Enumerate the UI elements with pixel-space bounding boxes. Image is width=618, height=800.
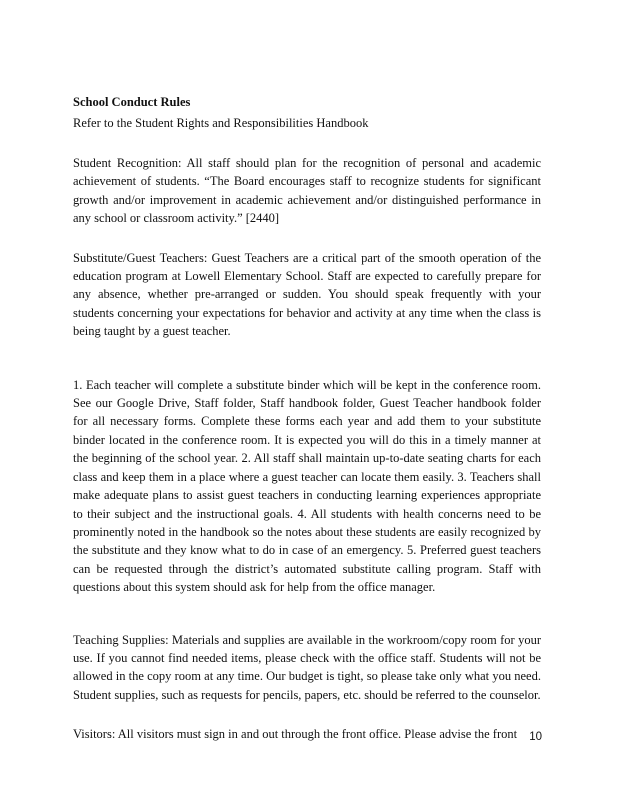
page-number: 10 bbox=[529, 731, 542, 743]
section-title: School Conduct Rules bbox=[73, 95, 191, 109]
paragraph-student-recognition: Student Recognition: All staff should plan for the recognition of personal and academic achievement of students. “The Board encourages staff to recognize students for significant growth and/or improvement in academic achievement and/or distinguished performance in any school or classroom activity.” [2440] bbox=[73, 156, 541, 226]
paragraph-substitute-teachers: Substitute/Guest Teachers: Guest Teachers are a critical part of the smooth operation of the education program at Lowell Elementary School. Staff are expected to carefully prepare for any absence, whether pre-arranged or sudden. You should speak frequently with your students concerning your expectations for behavior and activity at any time when the class is being taught by a guest teacher. bbox=[73, 250, 541, 339]
section-subtitle: Refer to the Student Rights and Responsibilities Handbook bbox=[73, 116, 369, 130]
page-content bbox=[73, 93, 541, 744]
paragraph-teaching-supplies: Teaching Supplies: Materials and supplies are available in the workroom/copy room for your use. If you cannot find needed items, please check with the office staff. Students will not be allowed in the copy room at any time. Our budget is tight, so please take only what you need. Student supplies, such as requests for pencils, papers, etc. should be referred to the counselor. bbox=[73, 632, 541, 702]
paragraph-visitors: Visitors: All visitors must sign in and out through the front office. Please advise the front bbox=[73, 727, 518, 742]
paragraph-substitute-steps: 1. Each teacher will complete a substitute binder which will be kept in the conference room. See our Google Drive, Staff folder, Staff handbook folder, Guest Teacher handbook folder for all necessary forms. Complete these forms each year and add them to your substitute binder located in the conference room. It is expected you will do this in a timely manner at the beginning of the school year. 2. All staff shall maintain up-to-date seating charts for each class and keep them in a place where a guest teacher can locate them easily. 3. Teachers shall make adequate plans to assist guest teachers in conducting learning experiences appropriate to their subject and the instructional goals. 4. All students with health concerns need to be prominently noted in the handbook so the notes about these students are easily recognized by the substitute and they know what to do in case of an emergency. 5. Preferred guest teachers can be requested through the district’s automated substitute calling program. Staff with questions about this system should ask for help from the office manager. bbox=[73, 377, 541, 595]
